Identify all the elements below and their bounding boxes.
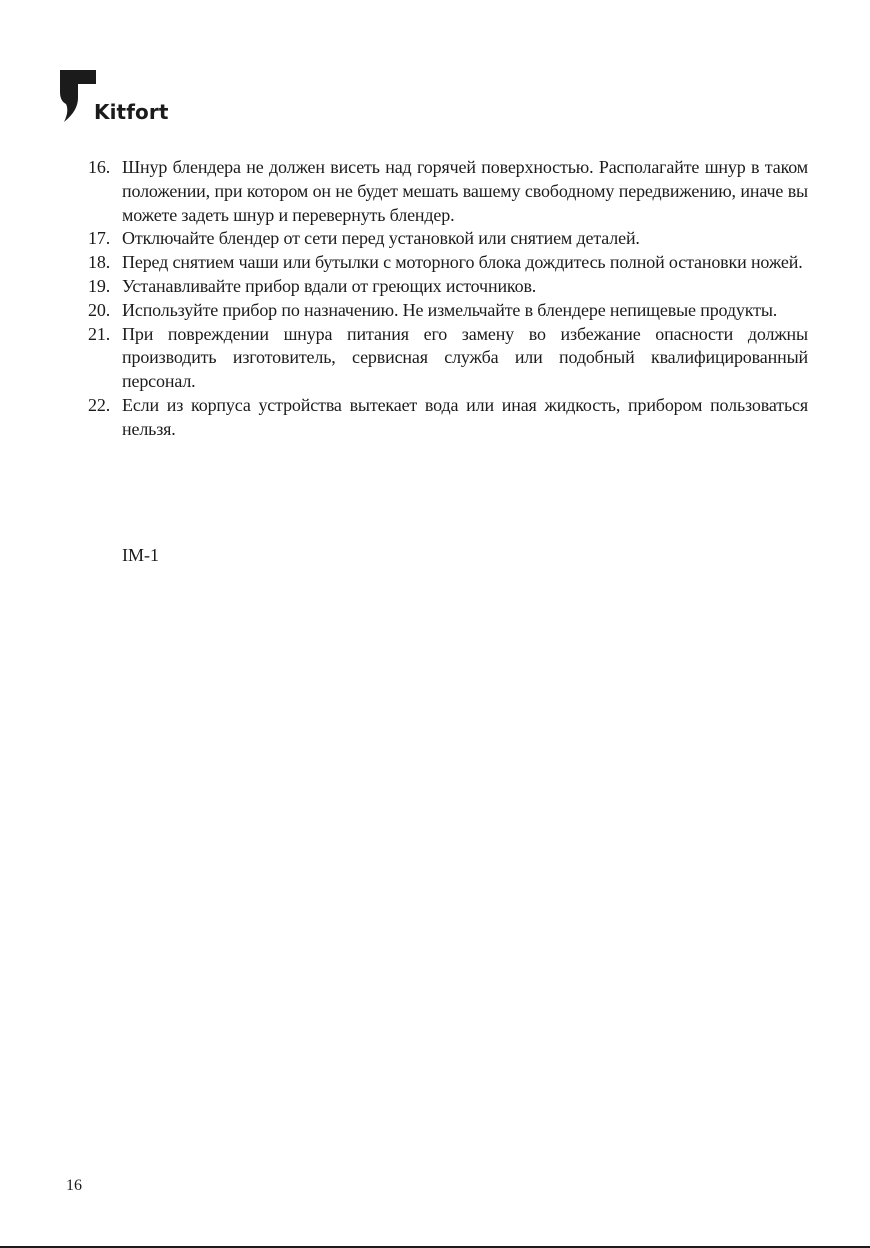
- rule-item-20: [88, 299, 808, 323]
- brand-name: Kitfort: [94, 100, 169, 124]
- rule-item-17: [88, 227, 808, 251]
- rule-number: 16.: [88, 157, 111, 177]
- rule-number: 22.: [88, 394, 111, 415]
- rule-number: 17.: [88, 228, 111, 249]
- document-code: IM-1: [122, 545, 159, 565]
- rule-text: Если из корпуса устройства вытекает вода или иная жидкость, прибором пользоваться нельзя.: [122, 394, 808, 439]
- rule-item-21: [88, 323, 808, 394]
- rule-number: 20.: [88, 299, 111, 320]
- rule-number: 21.: [88, 323, 111, 344]
- brand-logo: [60, 70, 190, 126]
- rule-text: Шнур блендера не должен висеть над горячей поверхностью. Располагайте шнур в таком положении, при котором он не будет мешать вашему свободному передвижению, иначе вы можете задеть шнур и перевернуть блендер.: [122, 157, 808, 225]
- rule-item-22: [88, 394, 808, 442]
- rule-number: 18.: [88, 252, 111, 273]
- rule-text: Устанавливайте прибор вдали от греющих источников.: [122, 275, 537, 296]
- rule-text: При повреждении шнура питания его замену во избежание опасности должны производить изготовитель, сервисная служба или подобный квалифицированный персонал.: [122, 323, 808, 392]
- rule-item-16: [88, 156, 808, 227]
- rule-text: Перед снятием чаши или бутылки с моторного блока дождитесь полной остановки ножей.: [122, 252, 803, 273]
- rule-item-18: [88, 251, 808, 275]
- rule-text: Используйте прибор по назначению. Не измельчайте в блендере непищевые продукты.: [122, 299, 778, 320]
- rule-item-19: [88, 275, 808, 299]
- safety-rules-list: [88, 156, 808, 442]
- rule-text: Отключайте блендер от сети перед установкой или снятием деталей.: [122, 228, 640, 249]
- page-number: 16: [66, 1177, 82, 1194]
- rule-number: 19.: [88, 275, 111, 296]
